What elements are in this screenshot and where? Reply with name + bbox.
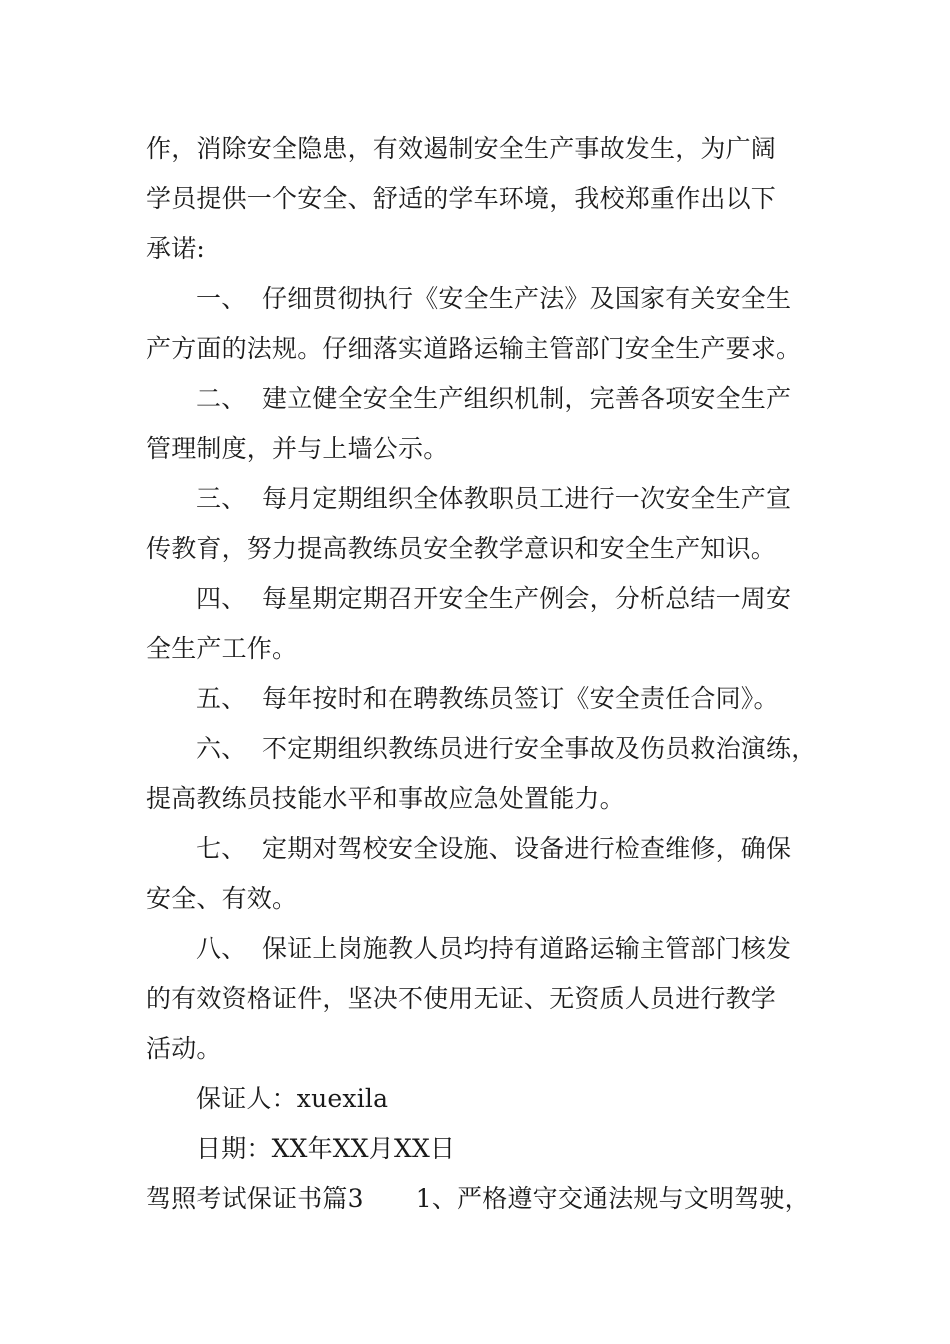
list-item-number: 一、	[196, 284, 247, 313]
body-text-line: 承诺:	[146, 234, 206, 263]
list-item-8	[196, 933, 836, 965]
list-item-text: 1、严格遵守交通法规与文明驾驶，	[415, 1184, 810, 1213]
list-item-4	[196, 583, 836, 615]
list-item-text: 不定期组织教练员进行安全事故及伤员救治演练，	[262, 734, 817, 763]
list-item-text: 每月定期组织全体教职员工进行一次安全生产宣	[262, 484, 792, 513]
list-item-2	[196, 383, 836, 415]
body-text-line: 提高教练员技能水平和事故应急处置能力。	[146, 784, 625, 813]
next-section-line	[146, 1183, 836, 1215]
list-item-number: 八、	[196, 934, 247, 963]
body-text-line: 作，消除安全隐患，有效遏制安全生产事故发生，为广阔	[146, 134, 777, 163]
list-item-text: 每年按时和在聘教练员签订《安全责任合同》。	[262, 684, 779, 713]
list-item-number: 三、	[196, 484, 247, 513]
list-item-number: 四、	[196, 584, 247, 613]
body-text-line: 的有效资格证件，坚决不使用无证、无资质人员进行教学	[146, 984, 777, 1013]
list-item-text: 仔细贯彻执行《安全生产法》及国家有关安全生	[262, 284, 792, 313]
list-item-text: 定期对驾校安全设施、设备进行检查维修，确保	[262, 834, 792, 863]
body-text-line: 安全、有效。	[146, 884, 298, 913]
guarantor-line: 保证人：xuexila	[196, 1084, 389, 1113]
date-line: 日期：XX年XX月XX日	[196, 1134, 456, 1163]
body-text-line: 传教育，努力提高教练员安全教学意识和安全生产知识。	[146, 534, 777, 563]
list-item-number: 二、	[196, 384, 247, 413]
list-item-text: 每星期定期召开安全生产例会，分析总结一周安	[262, 584, 792, 613]
list-item-7	[196, 833, 836, 865]
list-item-5	[196, 683, 836, 715]
section-heading: 驾照考试保证书篇3	[146, 1184, 364, 1213]
body-text-line: 全生产工作。	[146, 634, 298, 663]
body-text-line: 活动。	[146, 1034, 222, 1063]
body-text-line: 学员提供一个安全、舒适的学车环境，我校郑重作出以下	[146, 184, 777, 213]
body-text-line: 产方面的法规。仔细落实道路运输主管部门安全生产要求。	[146, 334, 802, 363]
list-item-1	[196, 283, 836, 315]
list-item-text: 保证上岗施教人员均持有道路运输主管部门核发	[262, 934, 792, 963]
list-item-number: 五、	[196, 684, 247, 713]
list-item-number: 六、	[196, 734, 247, 763]
list-item-text: 建立健全安全生产组织机制，完善各项安全生产	[262, 384, 792, 413]
body-text-line: 管理制度，并与上墙公示。	[146, 434, 449, 463]
list-item-3	[196, 483, 836, 515]
list-item-6	[196, 733, 836, 765]
list-item-number: 七、	[196, 834, 247, 863]
